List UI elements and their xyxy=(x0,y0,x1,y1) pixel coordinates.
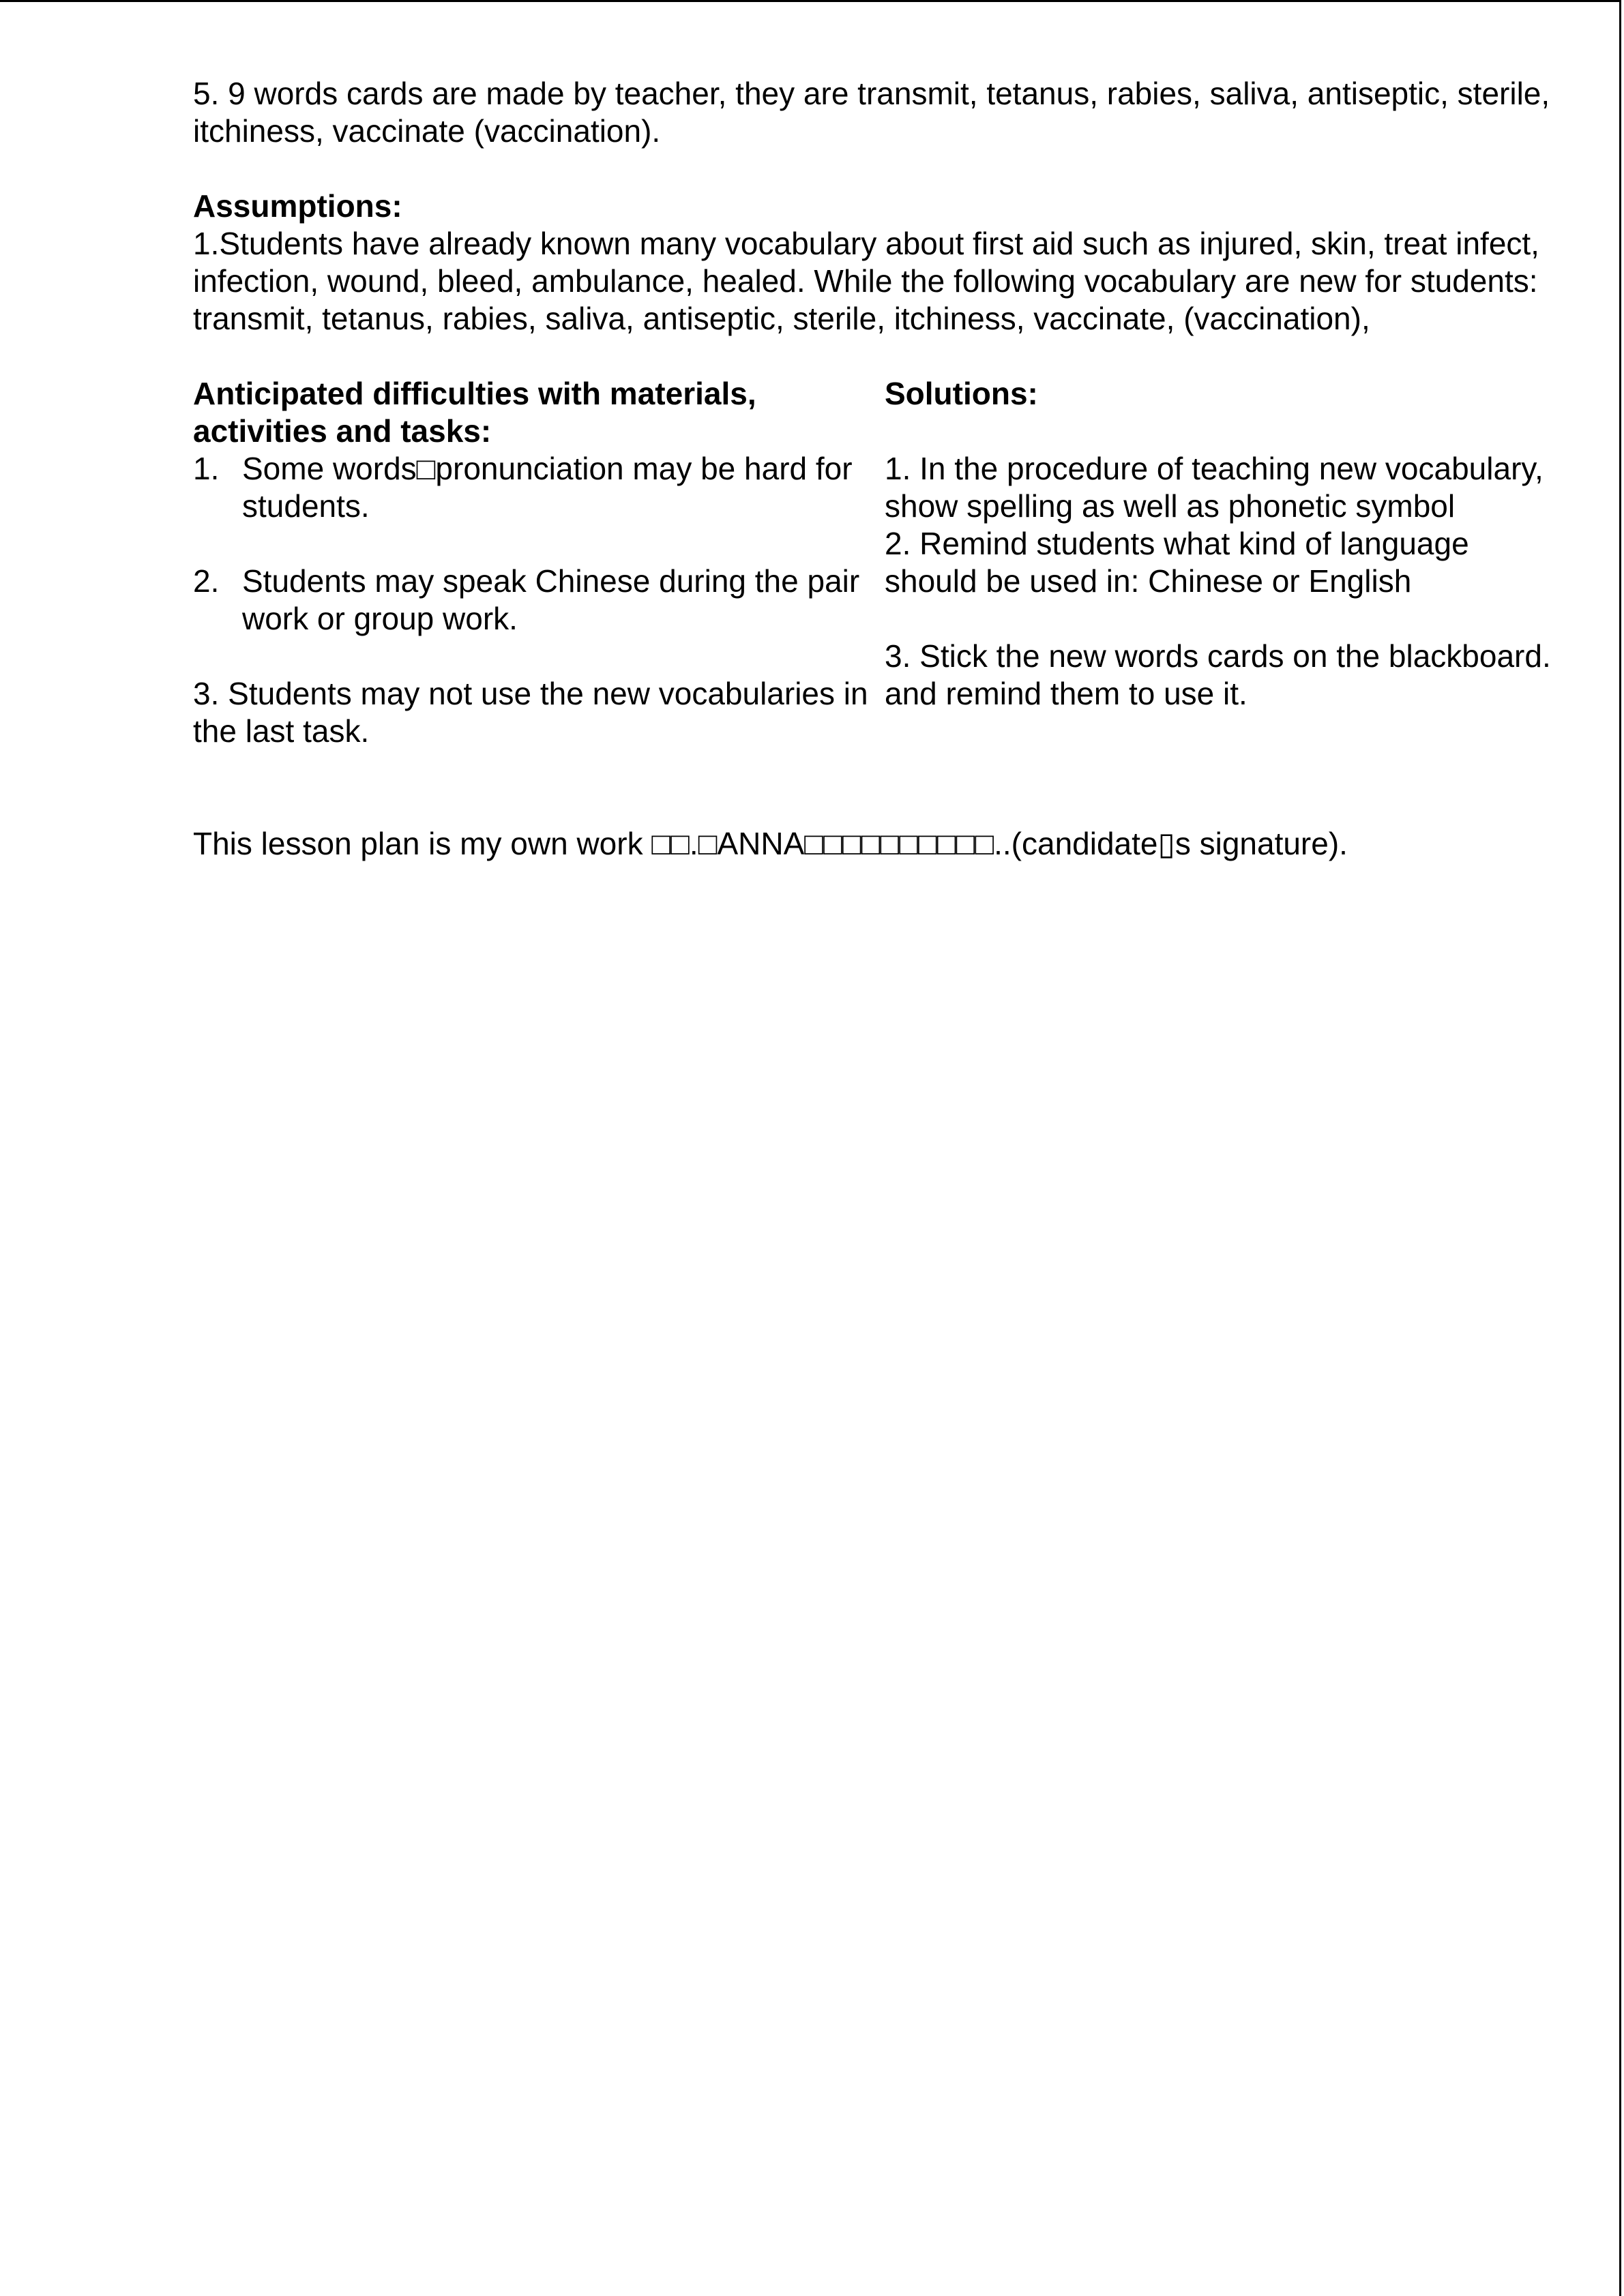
assumptions-heading: Assumptions: xyxy=(193,188,402,224)
difficulties-heading: Anticipated difficulties with materials, activities and tasks: xyxy=(193,376,756,449)
difficulty-text: Students may speak Chinese during the pair work or group work. xyxy=(242,563,860,636)
difficulty-item xyxy=(193,450,885,525)
difficulty-item xyxy=(193,563,885,638)
solution-item: 2. Remind students what kind of language should be used in: Chinese or English xyxy=(885,526,1469,599)
signature-statement: This lesson plan is my own work □□.□ANNA□□□□□□□□□□..(candidate▯s signature). xyxy=(193,826,1348,861)
materials-item-5: 5. 9 words cards are made by teacher, they are transmit, tetanus, rabies, saliva, antiseptic, sterile, itchiness, vaccinate (vaccination). xyxy=(193,76,1550,149)
difficulties-solutions-table xyxy=(193,375,1557,750)
solution-item: 3. Stick the new words cards on the blackboard. and remind them to use it. xyxy=(885,638,1551,711)
assumptions-text: 1.Students have already known many vocabulary about first aid such as injured, skin, treat infect, infection, wound, bleed, ambulance, healed. While the following vocabulary are new for students: transmit, tetanus, rabies, saliva, antiseptic, sterile, itchiness, vaccinate, (vaccination), xyxy=(193,226,1539,336)
difficulty-text: Some words□pronunciation may be hard for students. xyxy=(242,451,853,524)
document-body xyxy=(193,75,1557,863)
difficulty-number: 1. xyxy=(193,451,220,486)
solution-item: 1. In the procedure of teaching new vocabulary, show spelling as well as phonetic symbol xyxy=(885,451,1544,524)
difficulty-item-3: 3. Students may not use the new vocabularies in the last task. xyxy=(193,676,868,749)
difficulties-column xyxy=(193,375,885,750)
solutions-column xyxy=(885,375,1557,713)
difficulty-number: 2. xyxy=(193,563,220,599)
assumptions-section xyxy=(193,188,1557,338)
solutions-heading: Solutions: xyxy=(885,376,1038,411)
